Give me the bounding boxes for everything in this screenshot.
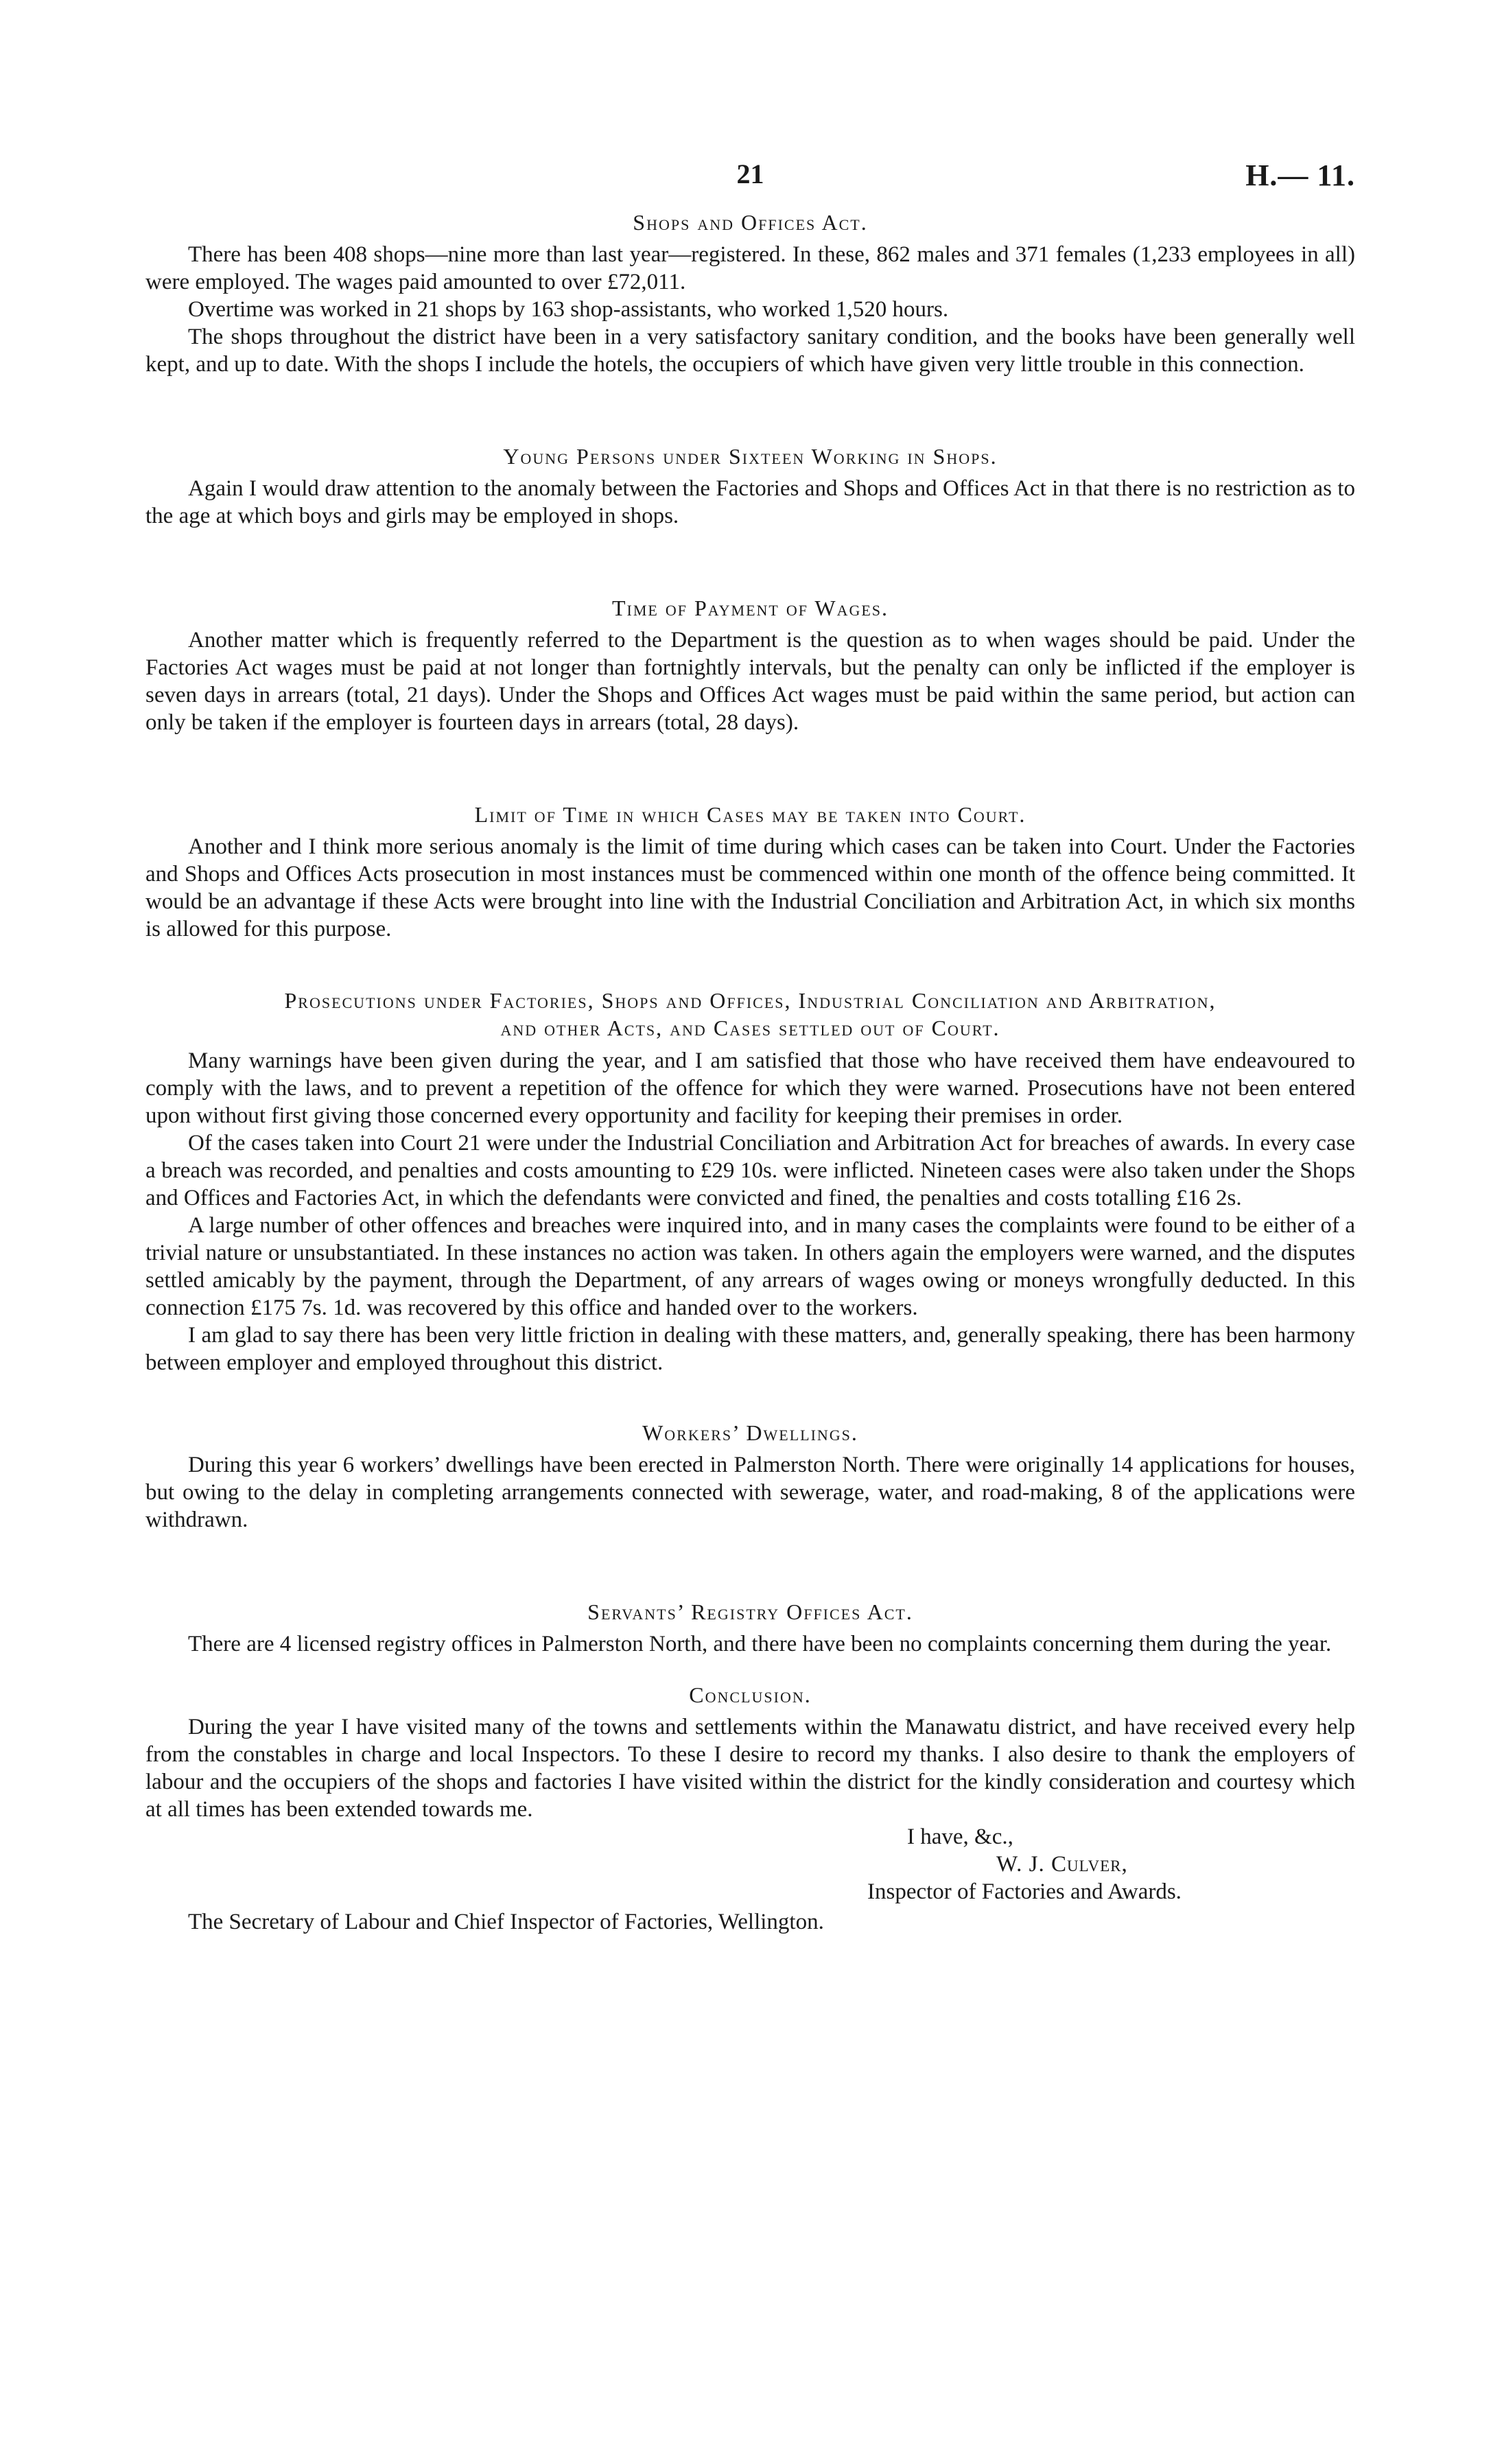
section-limit-of-time bbox=[145, 802, 1355, 943]
section-heading bbox=[145, 987, 1355, 1042]
section-heading: Conclusion. bbox=[689, 1682, 812, 1707]
section-heading: Workers’ Dwellings. bbox=[642, 1420, 858, 1445]
section-conclusion bbox=[145, 1682, 1355, 1823]
signature-block bbox=[145, 1823, 1355, 1905]
paragraph: There has been 408 shops—nine more than last year—registered. In these, 862 males and 371 females (1,233 employees in all) were employed. The wages paid amounted to over £72,011. bbox=[145, 242, 1355, 294]
document-reference: H.— 11. bbox=[1245, 159, 1355, 192]
paragraph: Many warnings have been given during the year, and I am satisfied that those who have received them have endeavoured to comply with the laws, and to prevent a repetition of the offence for which they were warned. Prosecutions have not been entered upon without first giving those concerned every opportunity and facility for keeping their premises in order. bbox=[145, 1048, 1355, 1128]
closing-salutation: I have, &c., bbox=[907, 1824, 1013, 1849]
paragraph: Overtime was worked in 21 shops by 163 shop-assistants, who worked 1,520 hours. bbox=[188, 297, 949, 322]
section-heading: Servants’ Registry Offices Act. bbox=[587, 1599, 913, 1624]
section-heading: Shops and Offices Act. bbox=[633, 210, 868, 235]
signatory-title: Inspector of Factories and Awards. bbox=[867, 1879, 1182, 1904]
section-workers-dwellings bbox=[145, 1420, 1355, 1534]
paragraph: A large number of other offences and breaches were inquired into, and in many cases the complaints were found to be either of a trivial nature or unsubstantiated. In these instances no action was taken. In others again the employers were warned, and the disputes settled amicably by the payment, through the Department, of any arrears of wages owing or moneys wrongfully deducted. In this connection £175 7s. 1d. was recovered by this office and handed over to the workers. bbox=[145, 1213, 1355, 1320]
signatory-name: W. J. Culver, bbox=[996, 1852, 1128, 1877]
section-heading-line: Prosecutions under Factories, Shops and Offices, Industrial Conciliation and Arbitration, bbox=[284, 988, 1217, 1013]
page-header bbox=[145, 130, 1355, 196]
section-heading: Young Persons under Sixteen Working in Shops. bbox=[503, 444, 998, 469]
paragraph: During this year 6 workers’ dwellings have been erected in Palmerston North. There were originally 14 applications for houses, but owing to the delay in completing arrangements connected with sewerage, water, and road-making, 8 of the applications were withdrawn. bbox=[145, 1453, 1355, 1532]
paragraph: Of the cases taken into Court 21 were under the Industrial Conciliation and Arbitration Act for breaches of awards. In every case a breach was recorded, and penalties and costs amounting to £29 10s. were inflicted. Nineteen cases were also taken under the Shops and Offices and Factories Act, in which the defendants were convicted and fined, the penalties and costs totalling £16 2s. bbox=[145, 1131, 1355, 1210]
paragraph: Again I would draw attention to the anomaly between the Factories and Shops and Offices Act in that there is no restriction as to the age at which boys and girls may be employed in shops. bbox=[145, 476, 1355, 528]
section-young-persons bbox=[145, 444, 1355, 530]
paragraph: Another and I think more serious anomaly is the limit of time during which cases can be taken into Court. Under the Factories and Shops and Offices Acts prosecution in most instances must be commenced within one month of the offence being committed. It would be an advantage if these Acts were brought into line with the Industrial Conciliation and Arbitration Act, in which six months is allowed for this purpose. bbox=[145, 834, 1355, 941]
paragraph: I am glad to say there has been very little friction in dealing with these matters, and, generally speaking, there has been harmony between employer and employed throughout this district. bbox=[145, 1323, 1355, 1375]
paragraph: The shops throughout the district have been in a very satisfactory sanitary condition, and the books have been generally well kept, and up to date. With the shops I include the hotels, the occupiers of which have given very little trouble in this connection. bbox=[145, 325, 1355, 377]
section-heading-line: and other Acts, and Cases settled out of Court. bbox=[500, 1016, 1000, 1040]
section-shops-and-offices-act bbox=[145, 210, 1355, 378]
paragraph: Another matter which is frequently referred to the Department is the question as to when wages should be paid. Under the Factories Act wages must be paid at not longer than fortnightly intervals, but the penalty can only be inflicted if the employer is seven days in arrears (total, 21 days). Under the Shops and Offices Act wages must be paid within the same period, but action can only be taken if the employer is fourteen days in arrears (total, 28 days). bbox=[145, 628, 1355, 735]
document-page bbox=[145, 130, 1355, 1936]
section-prosecutions bbox=[145, 987, 1355, 1376]
section-heading: Limit of Time in which Cases may be taken into Court. bbox=[474, 802, 1026, 827]
section-heading: Time of Payment of Wages. bbox=[611, 596, 889, 620]
paragraph: During the year I have visited many of the towns and settlements within the Manawatu district, and have received every help from the constables in charge and local Inspectors. To these I desire to record my thanks. I also desire to thank the employers of labour and the occupiers of the shops and factories I have visited within the district for the kindly consideration and courtesy which at all times has been extended towards me. bbox=[145, 1715, 1355, 1822]
section-servants-registry bbox=[145, 1599, 1355, 1658]
addressee: The Secretary of Labour and Chief Inspector of Factories, Wellington. bbox=[188, 1910, 824, 1934]
page-number: 21 bbox=[736, 159, 764, 189]
paragraph: There are 4 licensed registry offices in Palmerston North, and there have been no complaints concerning them during the year. bbox=[188, 1632, 1332, 1656]
section-time-of-payment bbox=[145, 596, 1355, 736]
